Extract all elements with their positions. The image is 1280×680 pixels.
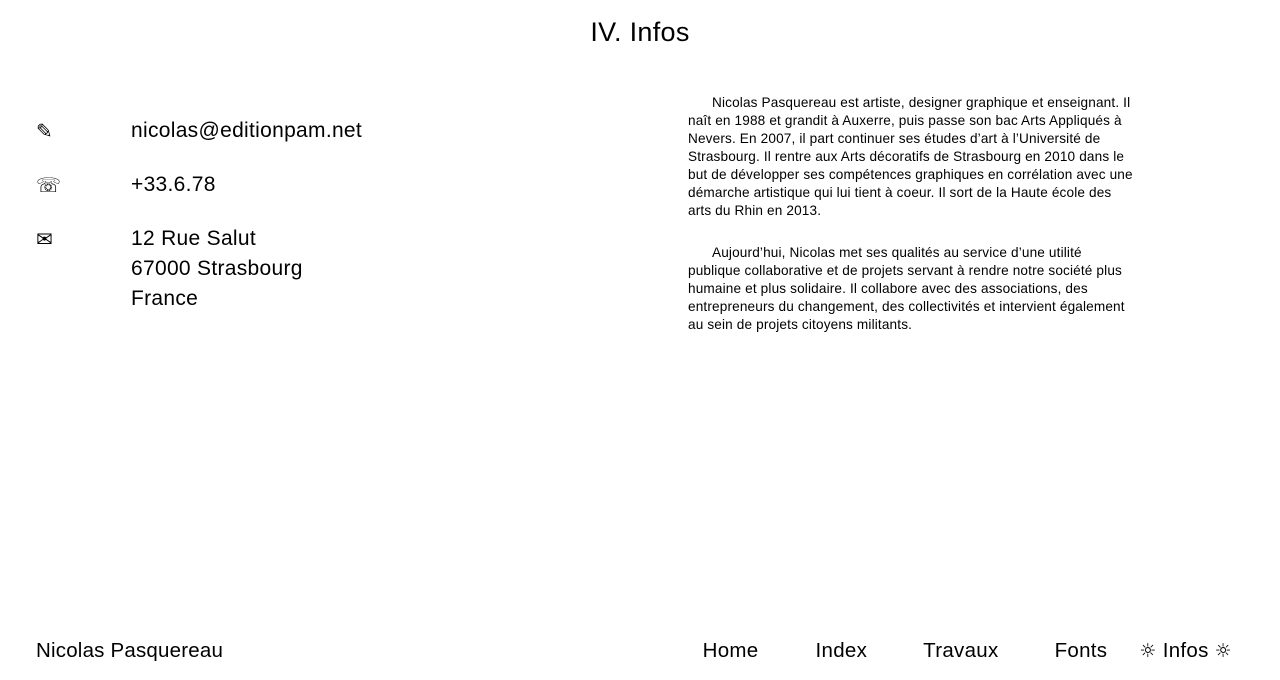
- bio-paragraph: Aujourd’hui, Nicolas met ses qualités au service d’une utilité publique collaborative et de projets servant à rendre notre société plus humaine et plus solidaire. Il collabore avec des associations, des entrepreneurs du changement, des collectivités et intervient également au sein de projets citoyens militants.: [688, 245, 1125, 332]
- nav-home-link[interactable]: Home: [702, 639, 759, 662]
- nav-infos-link[interactable]: [1139, 636, 1232, 666]
- site-name[interactable]: Nicolas Pasquereau: [36, 639, 224, 662]
- nav-infos-label: Infos: [1162, 639, 1209, 662]
- nav-fonts-link[interactable]: Fonts: [1054, 639, 1108, 662]
- address-city: 67000 Strasbourg: [131, 257, 303, 280]
- telephone-icon: ☏: [36, 173, 62, 197]
- address-street: 12 Rue Salut: [131, 227, 257, 250]
- envelope-icon: ✉: [36, 227, 53, 251]
- nav-travaux-link[interactable]: Travaux: [923, 639, 999, 662]
- address: [131, 224, 303, 314]
- sun-icon: ☼: [1214, 640, 1232, 662]
- bio-paragraph: Nicolas Pasquereau est artiste, designer graphique et enseignant. Il naît en 1988 et grandit à Auxerre, puis passe son bac Arts Appliqués à Nevers. En 2007, il part continuer ses études d’art à l’Université de Strasbourg. Il rentre aux Arts décoratifs de Strasbourg en 2010 dans le but de développer ses compétences graphiques en corrélation avec une démarche artistique qui lui tient à coeur. Il sort de la Haute école des arts du Rhin en 2013.: [688, 95, 1133, 218]
- contact-block: [36, 116, 596, 314]
- nav-index-link[interactable]: Index: [815, 639, 868, 662]
- phone-link[interactable]: +33.6.78: [131, 173, 216, 196]
- main-nav: [703, 636, 1232, 666]
- contact-phone-row: [36, 170, 596, 200]
- sun-icon: ☼: [1139, 640, 1157, 662]
- contact-address-row: [36, 224, 596, 314]
- contact-email-row: [36, 116, 596, 146]
- address-country: France: [131, 287, 199, 310]
- email-link[interactable]: nicolas@editionpam.net: [131, 119, 363, 142]
- bio-text: [688, 94, 1138, 358]
- pencil-icon: ✎: [36, 119, 53, 143]
- page-title: IV. Infos: [590, 17, 690, 47]
